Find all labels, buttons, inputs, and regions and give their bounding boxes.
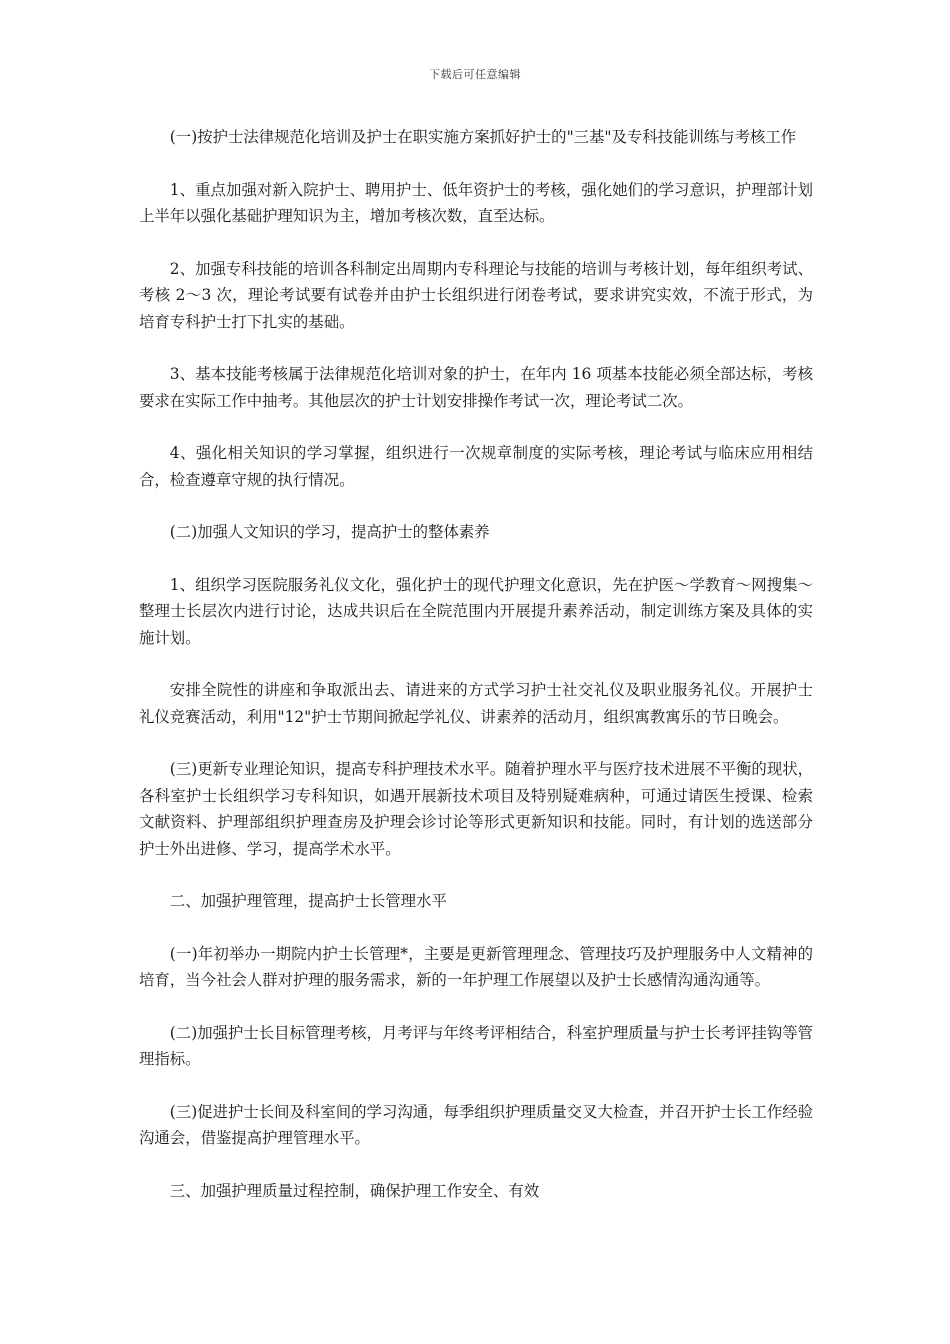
paragraph: (一)年初举办一期院内护士长管理*，主要是更新管理理念、管理技巧及护理服务中人文精神的培育，当今社会人群对护理的服务需求，新的一年护理工作展望以及护士长感情沟通沟通等。 [139,944,813,989]
document-body [139,124,813,1230]
paragraph: 1、组织学习医院服务礼仪文化，强化护士的现代护理文化意识，先在护医～学教育～网搜集～整理士长层次内进行讨论，达成共识后在全院范围内开展提升素养活动，制定训练方案及具体的实施计划。 [139,575,813,647]
paragraph: 3、基本技能考核属于法律规范化培训对象的护士，在年内 16 项基本技能必须全部达标，考核要求在实际工作中抽考。其他层次的护士计划安排操作考试一次，理论考试二次。 [139,365,813,410]
section-heading: 三、加强护理质量过程控制，确保护理工作安全、有效 [169,1181,540,1200]
paragraph: 2、加强专科技能的培训各科制定出周期内专科理论与技能的培训与考核计划，每年组织考试、考核 2～3 次，理论考试要有试卷并由护士长组织进行闭卷考试，要求讲究实效，不流于形式，为培育专科护士打下扎实的基础。 [139,259,813,331]
paragraph: 安排全院性的讲座和争取派出去、请进来的方式学习护士社交礼仪及职业服务礼仪。开展护士礼仪竞赛活动，利用"12"护士节期间掀起学礼仪、讲素养的活动月，组织寓教寓乐的节日晚会。 [139,681,813,726]
paragraph: (二)加强护士长目标管理考核，月考评与年终考评相结合，科室护理质量与护士长考评挂钩等管理指标。 [139,1023,813,1068]
section-heading: (一)按护士法律规范化培训及护士在职实施方案抓好护士的"三基"及专科技能训练与考核工作 [169,128,797,146]
paragraph: 4、强化相关知识的学习掌握，组织进行一次规章制度的实际考核，理论考试与临床应用相结合，检查遵章守规的执行情况。 [139,444,813,489]
page-header: 下载后可任意编辑 [429,68,521,81]
paragraph: 1、重点加强对新入院护士、聘用护士、低年资护士的考核，强化她们的学习意识，护理部计划上半年以强化基础护理知识为主，增加考核次数，直至达标。 [139,180,813,225]
section-heading: (二)加强人文知识的学习，提高护士的整体素养 [169,523,490,541]
section-heading: 二、加强护理管理，提高护士长管理水平 [169,892,447,910]
paragraph: (三)促进护士长间及科室间的学习沟通，每季组织护理质量交叉大检查，并召开护士长工作经验沟通会，借鉴提高护理管理水平。 [139,1102,813,1147]
paragraph: (三)更新专业理论知识，提高专科护理技术水平。随着护理水平与医疗技术进展不平衡的现状，各科室护士长组织学习专科知识，如遇开展新技术项目及特别疑难病种，可通过请医生授课、检索文献资料、护理部组织护理查房及护理会诊讨论等形式更新知识和技能。同时，有计划的选送部分护士外出进修、学习，提高学术水平。 [139,760,813,858]
